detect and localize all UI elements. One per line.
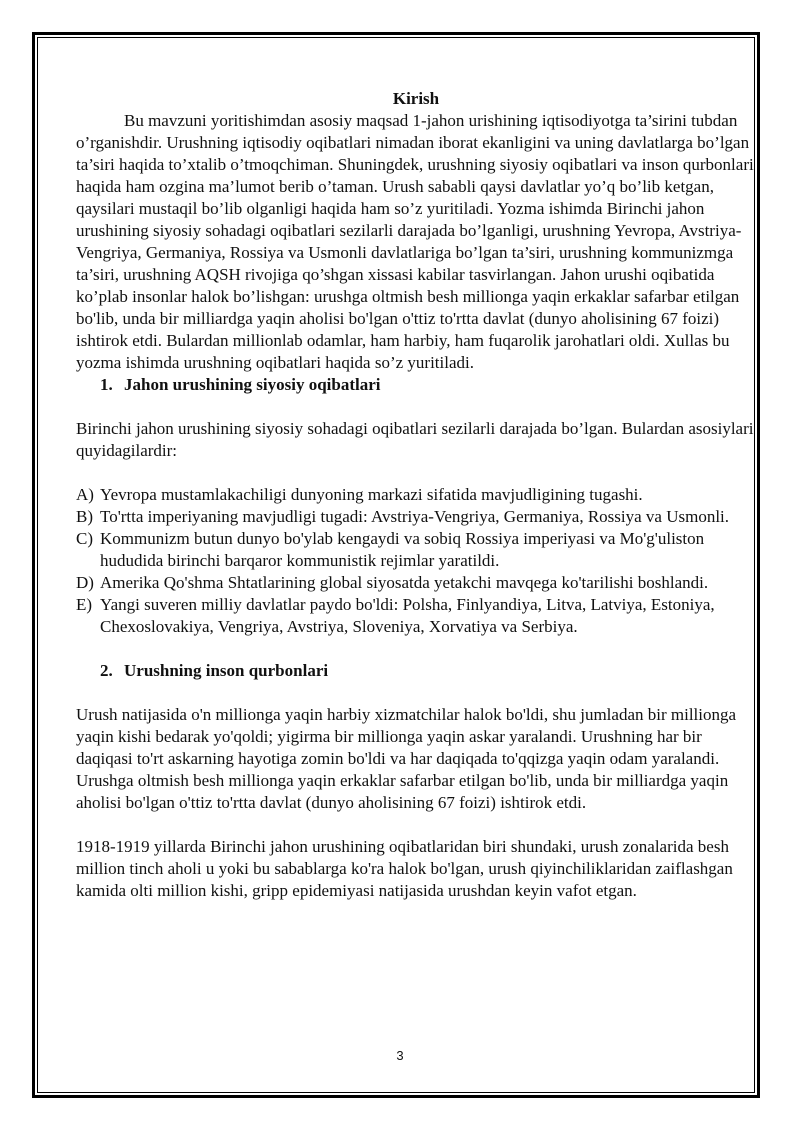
section-1-heading <box>76 374 756 396</box>
list-marker: E) <box>76 595 93 614</box>
list-item-text: To'rtta imperiyaning mavjudligi tugadi: Avstriya-Vengriya, Germaniya, Rossiya va Usmonli. <box>100 507 730 526</box>
list-item <box>76 572 756 594</box>
page-number: 3 <box>396 1048 404 1063</box>
intro-paragraph: Bu mavzuni yoritishimdan asosiy maqsad 1-jahon urishining iqtisodiyotga ta’sirini tubdan o’rganishdir. Urushning iqtisodiy oqibatlari nimadan iborat ekanligini va uning davlatlarga bo’lgan ta’siri haqida to’xtalib o’tmoqchiman. Shuningdek, urushning siyosiy oqibatlari va inson qurbonlari haqida ham ozgina ma’lumot berib o’taman. Urush sababli qaysi davlatlar yo’q bo’lib ketgan, qaysilari mustaqil bo’lib olganligi haqida ham so’z yuritiladi. Yozma ishimda Birinchi jahon urushining siyosiy sohadagi oqibatlari sezilarli darajada bo’lganligi, urushning Yevropa, Avstriya-Vengriya, Germaniya, Rossiya va Usmonli davlatlariga bo’lgan ta’siri, urushning kommunizmga ta’siri, urushning AQSH rivojiga qo’shgan xissasi kabilar tasvirlangan. Jahon urushi oqibatida ko’plab insonlar halok bo’lishgan: urushga oltmish besh millionga yaqin erkaklar safarbar etilgan bo'lib, unda bir milliardga yaqin aholisi bo'lgan o'ttiz to'rtta davlat (dunyo aholisining 67 foizi) ishtirok etdi. Bulardan millionlab odamlar, ham harbiy, ham fuqarolik jarohatlari oldi. Xullas bu yozma ishimda urushning oqibatlari haqida so’z yuritiladi. <box>76 111 754 372</box>
section-2-paragraph-2: 1918-1919 yillarda Birinchi jahon urushining oqibatlaridan biri shundaki, urush zonalarida besh million tinch aholi u yoki bu sabablarga ko'ra halok bo'lgan, urush qiyinchiliklaridan zaiflashgan kamida olti million kishi, gripp epidemiyasi natijasida urushdan keyin vafot etgan. <box>76 837 733 900</box>
section-1-title: Jahon urushining siyosiy oqibatlari <box>124 375 381 394</box>
list-item <box>76 528 756 572</box>
list-item <box>76 506 756 528</box>
list-item-text: Yangi suveren milliy davlatlar paydo bo'ldi: Polsha, Finlyandiya, Litva, Latviya, Estoniya, Chexoslovakiya, Vengriya, Avstriya, Sloveniya, Xorvatiya va Serbiya. <box>100 595 715 636</box>
section-1-lead: Birinchi jahon urushining siyosiy sohadagi oqibatlari sezilarli darajada bo’lgan. Bulardan asosiylari quyidagilardir: <box>76 419 754 460</box>
document-title: Kirish <box>392 89 440 108</box>
list-marker: D) <box>76 573 94 592</box>
list-marker: C) <box>76 529 93 548</box>
consequences-list <box>76 484 756 638</box>
list-item-text: Kommunizm butun dunyo bo'ylab kengaydi va sobiq Rossiya imperiyasi va Mo'g'uliston hududida birinchi barqaror kommunistik rejimlar yaratildi. <box>100 529 705 570</box>
list-marker: A) <box>76 485 94 504</box>
document-body <box>76 88 756 902</box>
section-2-number: 2. <box>100 661 113 680</box>
list-item <box>76 594 756 638</box>
list-marker: B) <box>76 507 93 526</box>
list-item-text: Yevropa mustamlakachiligi dunyoning markazi sifatida mavjudligining tugashi. <box>100 485 643 504</box>
section-2-heading <box>76 660 756 682</box>
section-2-title: Urushning inson qurbonlari <box>124 661 329 680</box>
section-2-paragraph-1: Urush natijasida o'n millionga yaqin harbiy xizmatchilar halok bo'ldi, shu jumladan bir millionga yaqin kishi bedarak yo'qoldi; yigirma bir millionga yaqin askar yaralandi. Urushning har bir daqiqasi to'rt askarning hayotiga zomin bo'ldi va har daqiqada to'qqizga yaqin odam yaralandi. Urushga oltmish besh millionga yaqin erkaklar safarbar etilgan bo'lib, unda bir milliardga yaqin aholisi bo'lgan o'ttiz to'rtta davlat (dunyo aholisining 67 foizi) ishtirok etdi. <box>76 705 737 812</box>
list-item-text: Amerika Qo'shma Shtatlarining global siyosatda yetakchi mavqega ko'tarilishi boshlandi. <box>100 573 709 592</box>
section-1-number: 1. <box>100 375 113 394</box>
list-item <box>76 484 756 506</box>
